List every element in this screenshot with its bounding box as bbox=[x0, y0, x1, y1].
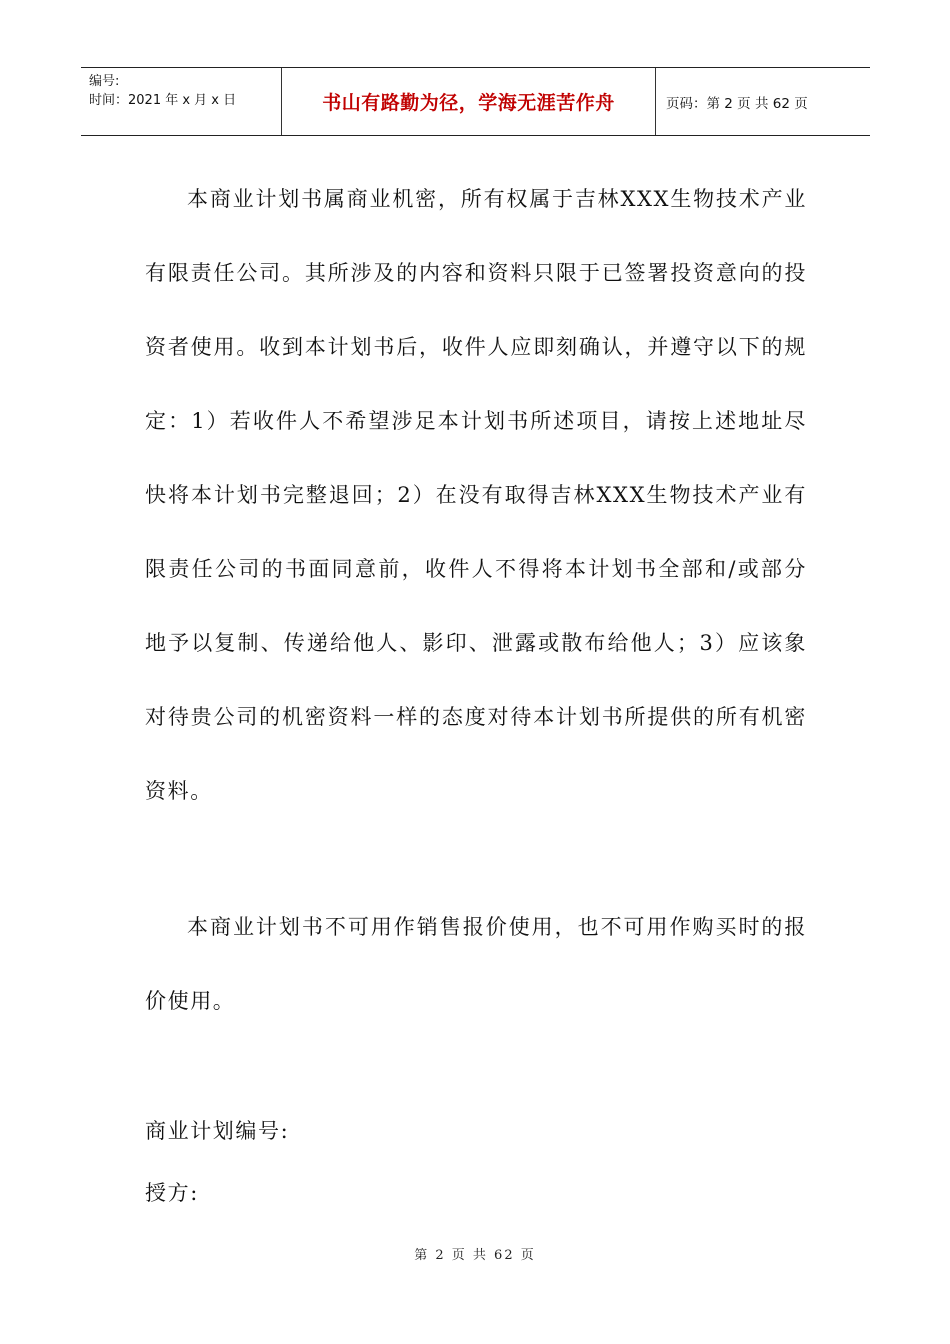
pricing-disclaimer-paragraph: 本商业计划书不可用作销售报价使用，也不可用作购买时的报价使用。 bbox=[145, 915, 807, 1013]
grantee-label: 授方: bbox=[145, 1181, 199, 1205]
document-body bbox=[145, 162, 807, 1224]
header-page-info: 页码：第 2 页 共 62 页 bbox=[666, 95, 808, 112]
header-motto: 书山有路勤为径，学海无涯苦作舟 bbox=[322, 92, 615, 114]
confidentiality-paragraph: 本商业计划书属商业机密，所有权属于吉林XXX生物技术产业有限责任公司。其所涉及的内容和资料只限于已签署投资意向的投资者使用。收到本计划书后，收件人应即刻确认，并遵守以下的规定：1）若收件人不希望涉足本计划书所述项目，请按上述地址尽快将本计划书完整退回；2）在没有取得吉林XXX生物技术产业有限责任公司的书面同意前，收件人不得将本计划书全部和/或部分地予以复制、传递给他人、影印、泄露或散布给他人；3）应该象对待贵公司的机密资料一样的态度对待本计划书所提供的所有机密资料。 bbox=[145, 187, 807, 803]
document-number-label: 编号: bbox=[89, 74, 120, 89]
page-footer: 第 2 页 共 62 页 bbox=[414, 1248, 536, 1263]
document-header bbox=[81, 67, 870, 136]
document-date: 时间：2021 年 x 月 x 日 bbox=[89, 93, 237, 108]
header-meta bbox=[81, 68, 282, 135]
header-page-info-cell bbox=[656, 68, 870, 135]
plan-number-label: 商业计划编号: bbox=[145, 1119, 290, 1143]
header-motto-cell bbox=[282, 68, 656, 135]
